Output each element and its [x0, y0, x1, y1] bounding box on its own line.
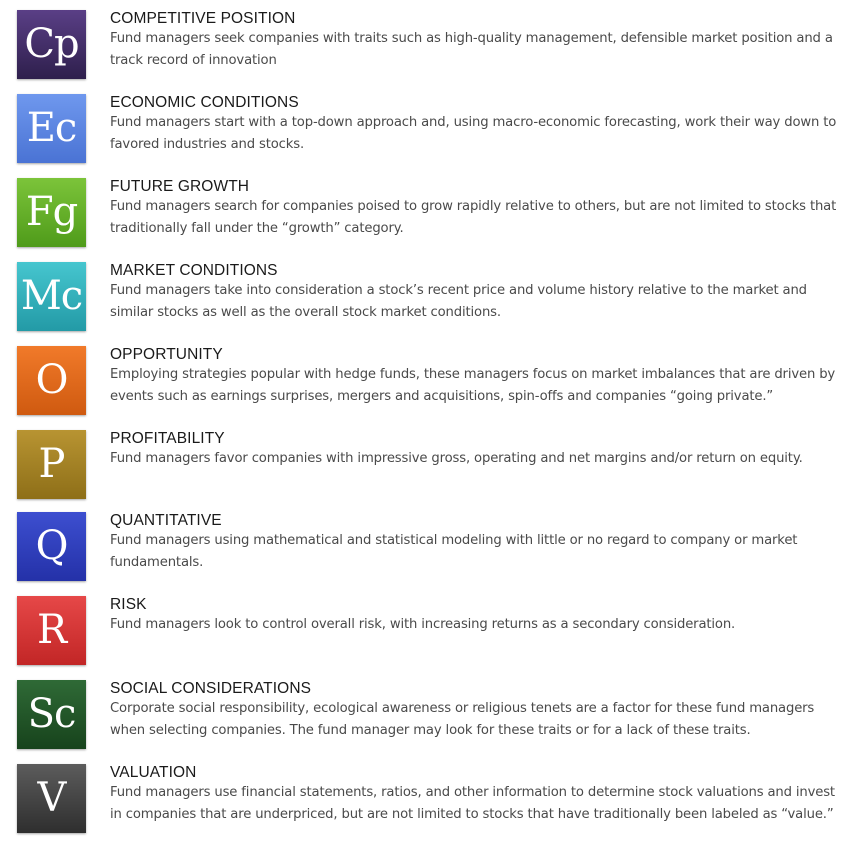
category-badge	[17, 430, 86, 499]
category-description-line: Fund managers search for companies poised to grow rapidly relative to others, but are not limited to stocks that	[110, 199, 837, 214]
category-title: MARKET CONDITIONS	[110, 262, 278, 279]
category-description-line: when selecting companies. The fund manager may look for these traits or for a lack of these traits.	[110, 723, 751, 738]
category-badge-letters: Ec	[26, 104, 77, 151]
category-item	[0, 84, 860, 168]
category-badge-letters: Q	[35, 522, 68, 569]
category-title: FUTURE GROWTH	[110, 178, 250, 195]
category-item	[0, 586, 860, 670]
category-description	[110, 530, 850, 574]
category-badge	[17, 512, 86, 581]
category-item	[0, 754, 860, 838]
category-description-line: favored industries and stocks.	[110, 137, 305, 152]
category-description	[110, 448, 850, 470]
category-description	[110, 782, 850, 826]
category-badge	[17, 680, 86, 749]
category-title: ECONOMIC CONDITIONS	[110, 94, 299, 111]
category-title: SOCIAL CONSIDERATIONS	[110, 680, 312, 697]
category-text	[110, 679, 850, 742]
category-description	[110, 196, 850, 240]
category-description-line: similar stocks as well as the overall stock market conditions.	[110, 305, 501, 320]
category-description	[110, 614, 850, 636]
category-text	[110, 93, 850, 156]
category-text	[110, 261, 850, 324]
category-item	[0, 168, 860, 252]
category-description-line: events such as earnings surprises, mergers and acquisitions, spin-offs and companies “going private.”	[110, 389, 774, 404]
category-text	[110, 177, 850, 240]
category-badge-letters: V	[37, 774, 66, 821]
category-title: VALUATION	[110, 764, 197, 781]
category-text	[110, 345, 850, 408]
category-text	[110, 9, 850, 72]
category-description-line: Fund managers look to control overall risk, with increasing returns as a secondary consideration.	[110, 617, 736, 632]
category-badge-letters: R	[36, 606, 67, 653]
category-text	[110, 763, 850, 826]
category-badge	[17, 178, 86, 247]
category-item	[0, 0, 860, 84]
category-badge	[17, 596, 86, 665]
category-title: COMPETITIVE POSITION	[110, 10, 296, 27]
category-description	[110, 112, 850, 156]
category-item	[0, 502, 860, 586]
category-title: RISK	[110, 596, 147, 613]
category-title: OPPORTUNITY	[110, 346, 223, 363]
category-badge-letters: Mc	[20, 272, 83, 319]
category-description-line: Fund managers use financial statements, ratios, and other information to determine stock valuations and invest	[110, 785, 835, 800]
category-badge	[17, 94, 86, 163]
category-badge-letters: Sc	[27, 690, 76, 737]
category-description	[110, 28, 850, 72]
category-badge	[17, 262, 86, 331]
category-description-line: Fund managers favor companies with impressive gross, operating and net margins and/or return on equity.	[110, 451, 803, 466]
category-item	[0, 252, 860, 336]
category-description	[110, 364, 850, 408]
category-description-line: in companies that are underpriced, but are not limited to stocks that have traditionally been labeled as “value.”	[110, 807, 834, 822]
category-text	[110, 511, 850, 574]
category-badge-letters: P	[38, 440, 65, 487]
category-badge-letters: Fg	[25, 188, 78, 235]
category-item	[0, 420, 860, 504]
category-description-line: Corporate social responsibility, ecological awareness or religious tenets are a factor for these fund managers	[110, 701, 815, 716]
category-description-line: Fund managers take into consideration a stock’s recent price and volume history relative to the market and	[110, 283, 807, 298]
category-description-line: Fund managers start with a top-down approach and, using macro-economic forecasting, work their way down to	[110, 115, 837, 130]
category-text	[110, 595, 850, 636]
category-description-line: Employing strategies popular with hedge funds, these managers focus on market imbalances that are driven by	[110, 367, 836, 382]
category-description-line: Fund managers using mathematical and statistical modeling with little or no regard to company or market	[110, 533, 798, 548]
category-badge	[17, 10, 86, 79]
category-item	[0, 670, 860, 754]
category-title: PROFITABILITY	[110, 430, 225, 447]
category-text	[110, 429, 850, 470]
category-description	[110, 698, 850, 742]
category-title: QUANTITATIVE	[110, 512, 222, 529]
category-badge-letters: Cp	[24, 20, 79, 67]
category-description-line: fundamentals.	[110, 555, 204, 570]
category-badge	[17, 346, 86, 415]
category-item	[0, 336, 860, 420]
category-description-line: Fund managers seek companies with traits such as high-quality management, defensible market position and a	[110, 31, 833, 46]
category-description-line: track record of innovation	[110, 53, 277, 68]
category-badge	[17, 764, 86, 833]
category-description-line: traditionally fall under the “growth” category.	[110, 221, 404, 236]
category-description	[110, 280, 850, 324]
category-badge-letters: O	[35, 356, 68, 403]
